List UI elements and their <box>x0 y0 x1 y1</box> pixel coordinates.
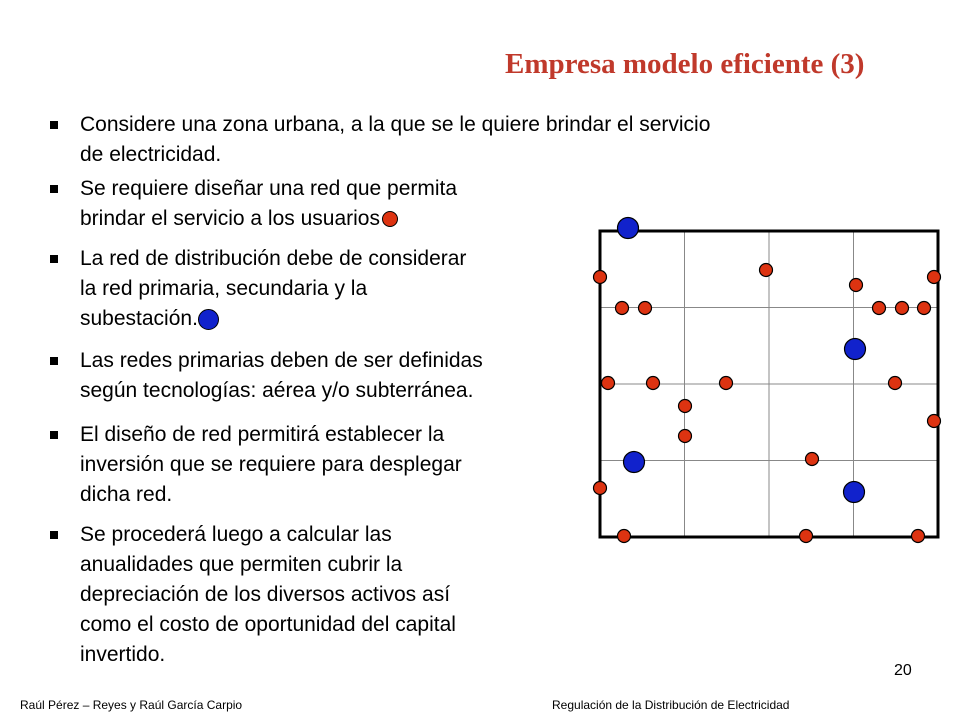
user-dot <box>806 453 819 466</box>
user-dot <box>594 482 607 495</box>
footer-course: Regulación de la Distribución de Electricidad <box>552 698 790 712</box>
user-dot <box>889 377 902 390</box>
substation-dot <box>618 218 639 239</box>
user-dot <box>918 302 931 315</box>
user-dot <box>850 279 863 292</box>
bullet-3-line-3: subestación. <box>80 307 198 330</box>
user-dot <box>896 302 909 315</box>
user-dot <box>760 264 773 277</box>
bullet-2-line-1: Se requiere diseñar una red que permita <box>80 177 458 200</box>
user-dot <box>594 271 607 284</box>
page-number: 20 <box>894 662 912 679</box>
user-dot <box>928 271 941 284</box>
user-dot <box>647 377 660 390</box>
bullet-6-line-1: Se procederá luego a calcular las <box>80 523 392 546</box>
bullet-2-line-2: brindar el servicio a los usuarios <box>80 207 380 230</box>
user-dot <box>639 302 652 315</box>
bullet-3-line-1: La red de distribución debe de considerar <box>80 247 467 270</box>
bullet-1-line-1: Considere una zona urbana, a la que se le quiere brindar el servicio <box>80 113 711 136</box>
user-dot <box>873 302 886 315</box>
bullet-6-line-5: invertido. <box>80 643 166 666</box>
bullet-4-line-1: Las redes primarias deben de ser definidas <box>80 349 483 372</box>
bullet-6-line-4: como el costo de oportunidad del capital <box>80 613 456 636</box>
user-dot <box>679 400 692 413</box>
bullet-5-line-1: El diseño de red permitirá establecer la <box>80 423 445 446</box>
bullet-5-line-3: dicha red. <box>80 483 173 506</box>
grid-dots <box>594 218 941 543</box>
bullet-6-line-3: depreciación de los diversos activos así <box>80 583 451 606</box>
user-dot <box>912 530 925 543</box>
bullet-1-line-2: de electricidad. <box>80 143 222 166</box>
substation-dot <box>624 452 645 473</box>
substation-dot <box>844 482 865 503</box>
user-dot <box>616 302 629 315</box>
user-dot <box>928 415 941 428</box>
user-dot <box>800 530 813 543</box>
user-dot <box>618 530 631 543</box>
user-dot <box>679 430 692 443</box>
user-dot <box>720 377 733 390</box>
substation-dot <box>845 339 866 360</box>
bullet-5-line-2: inversión que se requiere para desplegar <box>80 453 462 476</box>
bullet-6-line-2: anualidades que permiten cubrir la <box>80 553 403 576</box>
bullet-4-line-2: según tecnologías: aérea y/o subterránea. <box>80 379 474 402</box>
footer-authors: Raúl Pérez – Reyes y Raúl García Carpio <box>20 698 243 712</box>
bullet-3-line-2: la red primaria, secundaria y la <box>80 277 368 300</box>
user-dot <box>602 377 615 390</box>
slide-title: Empresa modelo eficiente (3) <box>505 48 865 80</box>
